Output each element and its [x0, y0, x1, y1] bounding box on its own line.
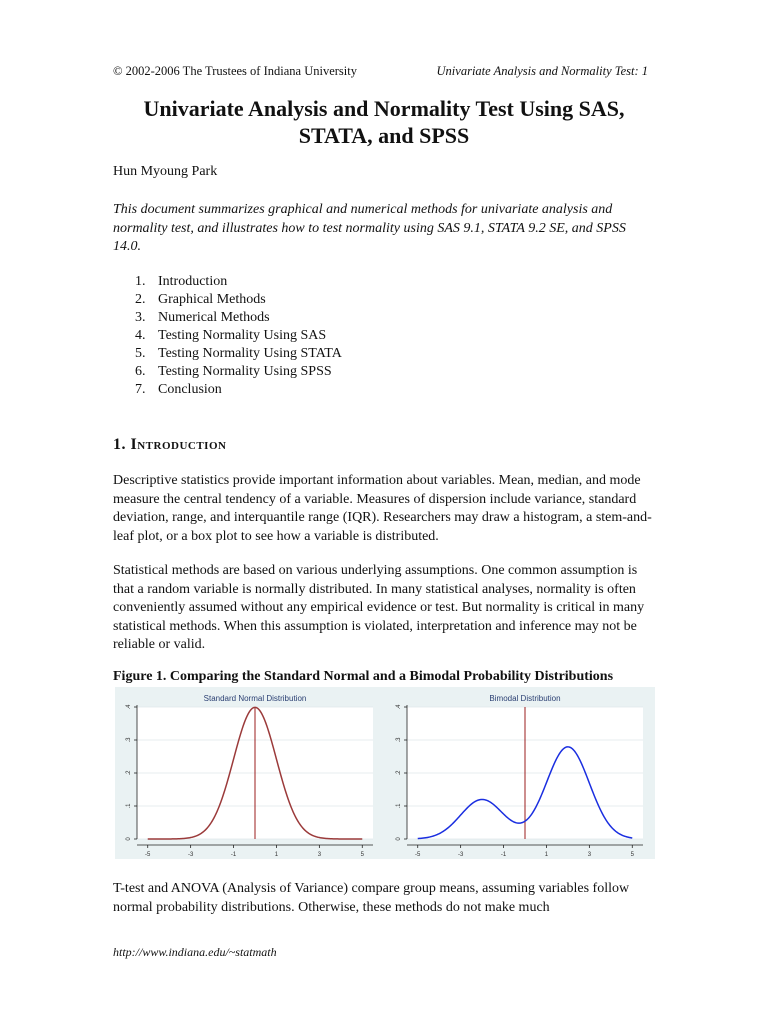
- paragraph-descriptive-statistics: Descriptive statistics provide important information about variables. Mean, median, and mode measure the central tendency of a variable. Measures of dispersion include variance, standard deviation, range, and interquantile range (IQR). Researchers may draw a histogram, a stem-and-leaf plot, or a box plot to see how a variable is distributed.: [113, 473, 652, 544]
- toc-number: 4.: [135, 328, 146, 343]
- toc-number: 6.: [135, 364, 146, 379]
- x-tick-label: -5: [415, 852, 421, 858]
- title-line-1: Univariate Analysis and Normality Test Using SAS,: [143, 96, 625, 121]
- x-tick-label: -3: [457, 852, 464, 858]
- y-tick-label: .1: [396, 803, 402, 809]
- chart-standard-normal-svg: [115, 687, 385, 859]
- x-tick-label: 3: [587, 852, 592, 858]
- y-tick-label: .2: [126, 770, 132, 776]
- chart-standard-normal: [115, 687, 385, 859]
- paragraph-ttest-anova: T-test and ANOVA (Analysis of Variance) compare group means, assuming variables follow normal probability distributions. Otherwise, these methods do not make much: [113, 881, 630, 915]
- x-tick-label: -3: [187, 852, 194, 858]
- x-tick-label: -1: [230, 852, 237, 858]
- x-tick-label: 1: [544, 852, 549, 858]
- section-heading-introduction: 1. Introduction: [113, 436, 227, 453]
- y-tick-label: .4: [126, 704, 132, 710]
- x-tick-label: 5: [360, 852, 364, 858]
- toc-item-conclusion: [113, 381, 342, 399]
- toc-number: 2.: [135, 292, 146, 307]
- author-name: Hun Myoung Park: [113, 164, 218, 179]
- toc-label: Graphical Methods: [158, 292, 266, 307]
- document-title: [100, 95, 668, 149]
- x-tick-label: 3: [317, 852, 322, 858]
- toc-label: Testing Normality Using STATA: [158, 346, 342, 361]
- y-tick-label: .2: [396, 770, 402, 776]
- page-header: [113, 64, 648, 82]
- toc-number: 1.: [135, 274, 146, 289]
- toc-label: Testing Normality Using SAS: [158, 328, 327, 343]
- y-tick-label: 0: [126, 837, 132, 841]
- x-tick-label: -1: [500, 852, 507, 858]
- toc-item-introduction: [113, 273, 342, 291]
- toc-label: Conclusion: [158, 382, 222, 397]
- y-tick-label: 0: [396, 837, 402, 841]
- y-tick-label: .4: [396, 704, 402, 710]
- table-of-contents: [113, 273, 342, 399]
- toc-item-testing-sas: [113, 327, 342, 345]
- toc-item-graphical-methods: [113, 291, 342, 309]
- paragraph-statistical-assumptions: Statistical methods are based on various underlying assumptions. One common assumption is that a random variable is normally distributed. In many statistical analyses, normality is often conveniently assumed without any empirical evidence or test. But normality is critical in many statistical methods. When this assumption is violated, interpretation and inference may not be reliable or valid.: [113, 563, 645, 652]
- y-tick-label: .3: [126, 737, 132, 743]
- y-tick-label: .3: [396, 737, 402, 743]
- toc-item-testing-stata: [113, 345, 342, 363]
- toc-label: Introduction: [158, 274, 228, 289]
- chart-title: Bimodal Distribution: [489, 694, 561, 703]
- chart-bimodal: [385, 687, 655, 859]
- chart-title: Standard Normal Distribution: [203, 694, 307, 703]
- toc-number: 3.: [135, 310, 146, 325]
- title-line-2: STATA, and SPSS: [298, 123, 470, 148]
- footer-url: http://www.indiana.edu/~statmath: [113, 945, 277, 959]
- copyright-notice: © 2002-2006 The Trustees of Indiana University: [113, 64, 357, 78]
- toc-number: 5.: [135, 346, 146, 361]
- toc-number: 7.: [135, 382, 146, 397]
- running-title: Univariate Analysis and Normality Test: 1: [436, 64, 648, 78]
- abstract: This document summarizes graphical and numerical methods for univariate analysis and normality test, and illustrates how to test normality using SAS 9.1, STATA 9.2 SE, and SPSS 14.0.: [113, 202, 626, 254]
- x-tick-label: 5: [630, 852, 634, 858]
- toc-label: Testing Normality Using SPSS: [158, 364, 332, 379]
- chart-bimodal-svg: [385, 687, 655, 859]
- x-tick-label: 1: [274, 852, 279, 858]
- toc-item-numerical-methods: [113, 309, 342, 327]
- figure-caption: Figure 1. Comparing the Standard Normal and a Bimodal Probability Distributions: [113, 669, 614, 684]
- toc-item-testing-spss: [113, 363, 342, 381]
- y-tick-label: .1: [126, 803, 132, 809]
- x-tick-label: -5: [145, 852, 151, 858]
- toc-label: Numerical Methods: [158, 310, 270, 325]
